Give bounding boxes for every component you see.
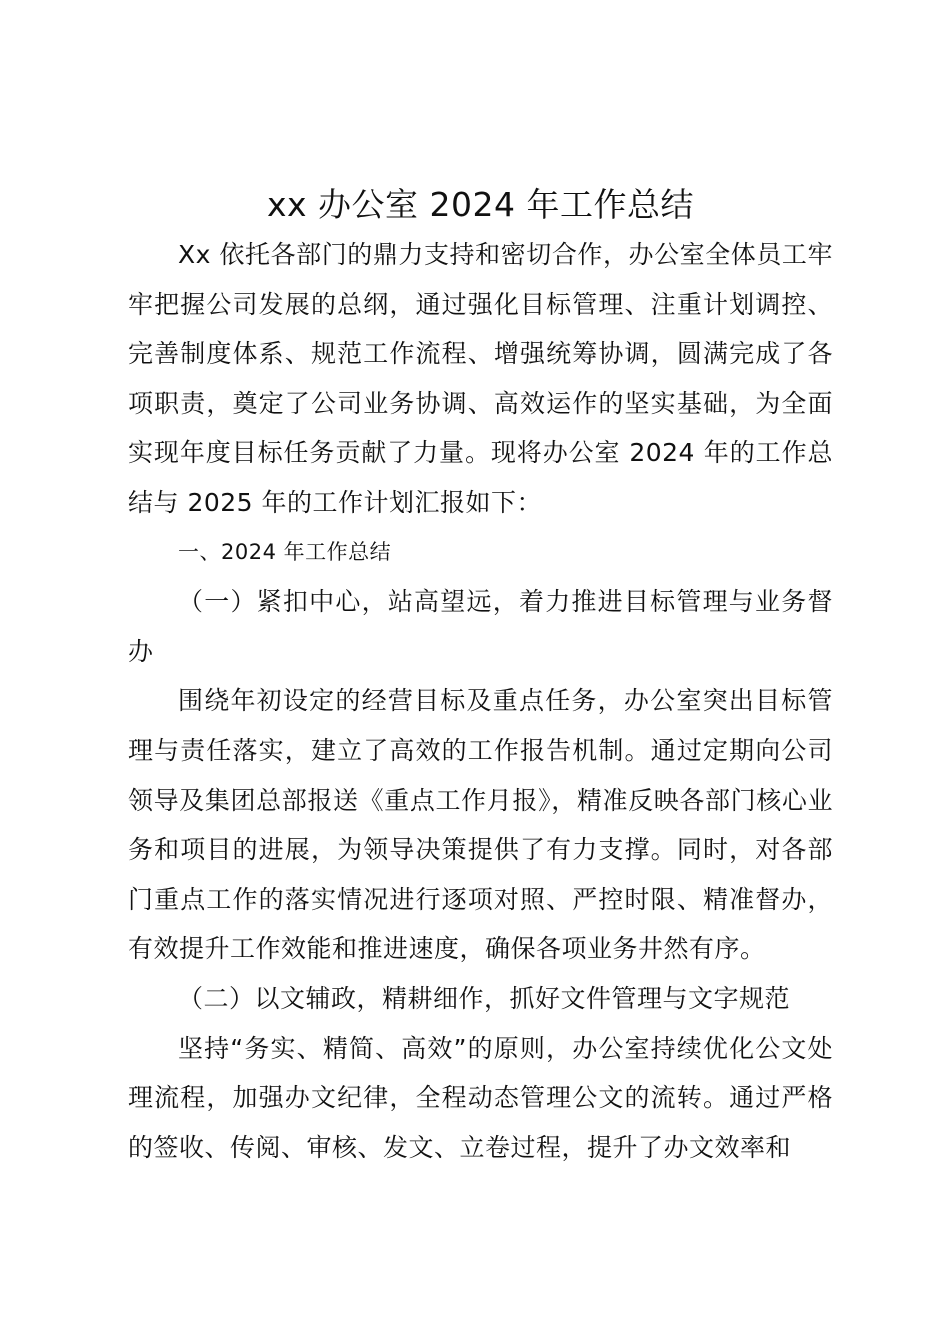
- document-title: xx 办公室 2024 年工作总结: [266, 185, 694, 224]
- subsection-heading-1: （一）紧扣中心，站高望远，着力推进目标管理与业务督办: [128, 587, 833, 666]
- subsection-heading-2: （二）以文辅政，精耕细作，抓好文件管理与文字规范: [178, 983, 791, 1013]
- intro-paragraph: Xx 依托各部门的鼎力支持和密切合作，办公室全体员工牢牢把握公司发展的总纲，通过强化目标管理、注重计划调控、完善制度体系、规范工作流程、增强统筹协调，圆满完成了各项职责，奠定了公司业务协调、高效运作的坚实基础，为全面实现年度目标任务贡献了力量。现将办公室 2024 年的工作总结与 2025 年的工作计划汇报如下：: [128, 240, 833, 517]
- section-heading-1: 一、2024 年工作总结: [178, 539, 392, 564]
- document-content: [128, 180, 833, 1172]
- subsection-1-paragraph: 围绕年初设定的经营目标及重点任务，办公室突出目标管理与责任落实，建立了高效的工作报告机制。通过定期向公司领导及集团总部报送《重点工作月报》，精准反映各部门核心业务和项目的进展，为领导决策提供了有力支撑。同时，对各部门重点工作的落实情况进行逐项对照、严控时限、精准督办，有效提升工作效能和推进速度，确保各项业务井然有序。: [128, 686, 833, 964]
- subsection-2-paragraph: 坚持“务实、精简、高效”的原则，办公室持续优化公文处理流程，加强办文纪律，全程动态管理公文的流转。通过严格的签收、传阅、审核、发文、立卷过程，提升了办文效率和: [128, 1033, 833, 1162]
